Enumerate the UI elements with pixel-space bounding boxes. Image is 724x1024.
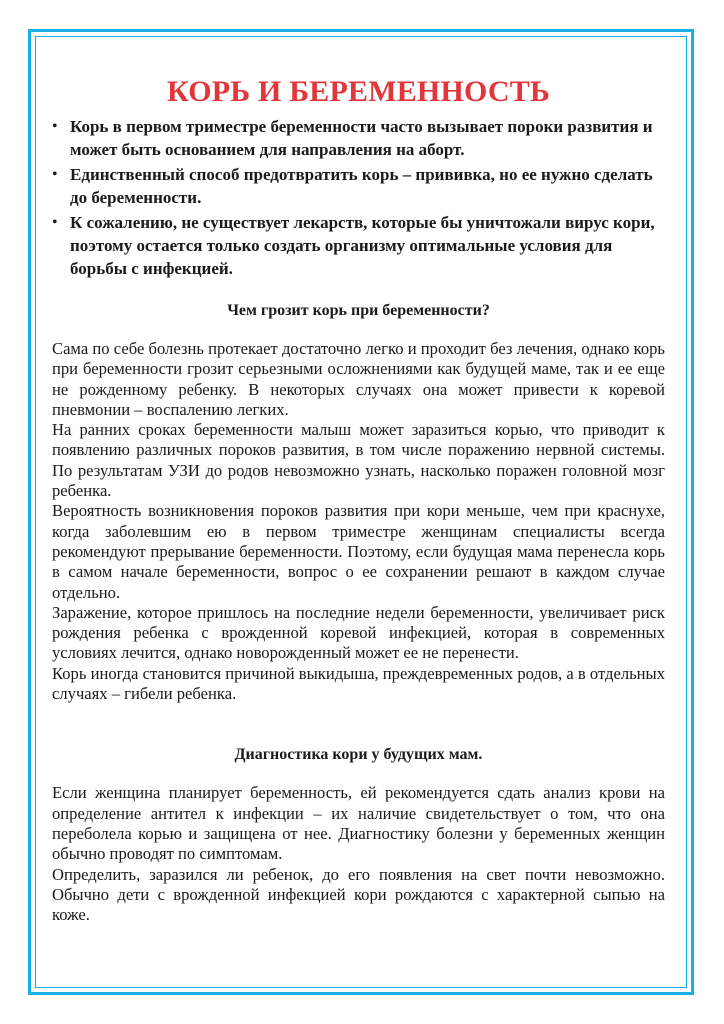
paragraph: Определить, заразился ли ребенок, до его появления на свет почти невозможно. Обычно дети с врожденной инфекцией кори рождаются с характерной сыпью на коже. [52,864,665,925]
bullet-icon: • [52,118,58,135]
key-points-list [52,115,665,280]
section-body [52,339,665,704]
paragraph: Корь иногда становится причиной выкидыша, преждевременных родов, а в отдельных случаях – гибели ребенка. [52,663,665,704]
bullet-icon: • [52,214,58,231]
bullet-icon: • [52,166,58,183]
paragraph: На ранних сроках беременности малыш может заразиться корью, что приводит к появлению различных пороков развития, в том числе поражению нервной системы. По результатам УЗИ до родов невозможно узнать, насколько поражен головной мозг ребенка. [52,420,665,501]
paragraph: Если женщина планирует беременность, ей рекомендуется сдать анализ крови на определение антител к инфекции – их наличие свидетельствует о том, что она переболела корью и защищена от нее. Диагностику болезни у беременных женщин обычно проводят по симптомам. [52,783,665,864]
section-heading: Диагностика кори у будущих мам. [234,746,483,764]
key-point-item [52,163,665,209]
section-diagnostics [52,745,665,925]
paragraph: Вероятность возникновения пороков развития при кори меньше, чем при краснухе, когда заболевшим ею в первом триместре женщинам специалисты всегда рекомендуют прерывание беременности. Поэтому, если будущая мама перенесла корь в самом начале беременности, вопрос о ее сохранении решают в каждом случае отдельно. [52,501,665,602]
paragraph: Заражение, которое пришлось на последние недели беременности, увеличивает риск рождения ребенка с врожденной коревой инфекцией, которая в современных условиях лечится, однако новорожденный может ее не перенести. [52,602,665,663]
key-point-text: Корь в первом триместре беременности часто вызывает пороки развития и может быть основанием для направления на аборт. [70,117,653,159]
key-point-text: К сожалению, не существует лекарств, которые бы уничтожали вирус кори, поэтому остается только создать организму оптимальные условия для борьбы с инфекцией. [70,213,655,278]
document-title: КОРЬ И БЕРЕМЕННОСТЬ [166,75,551,108]
key-point-item [52,211,665,280]
section-risks [52,301,665,704]
document-content [52,74,665,925]
section-heading: Чем грозит корь при беременности? [227,302,490,319]
section-body [52,783,665,925]
key-point-text: Единственный способ предотвратить корь – прививка, но ее нужно сделать до беременности. [70,165,653,207]
paragraph: Сама по себе болезнь протекает достаточно легко и проходит без лечения, однако корь при беременности грозит серьезными осложнениями как будущей маме, так и ее еще не рожденному ребенку. В некоторых случаях она может привести к коревой пневмонии – воспалению легких. [52,339,665,419]
key-point-item [52,115,665,161]
